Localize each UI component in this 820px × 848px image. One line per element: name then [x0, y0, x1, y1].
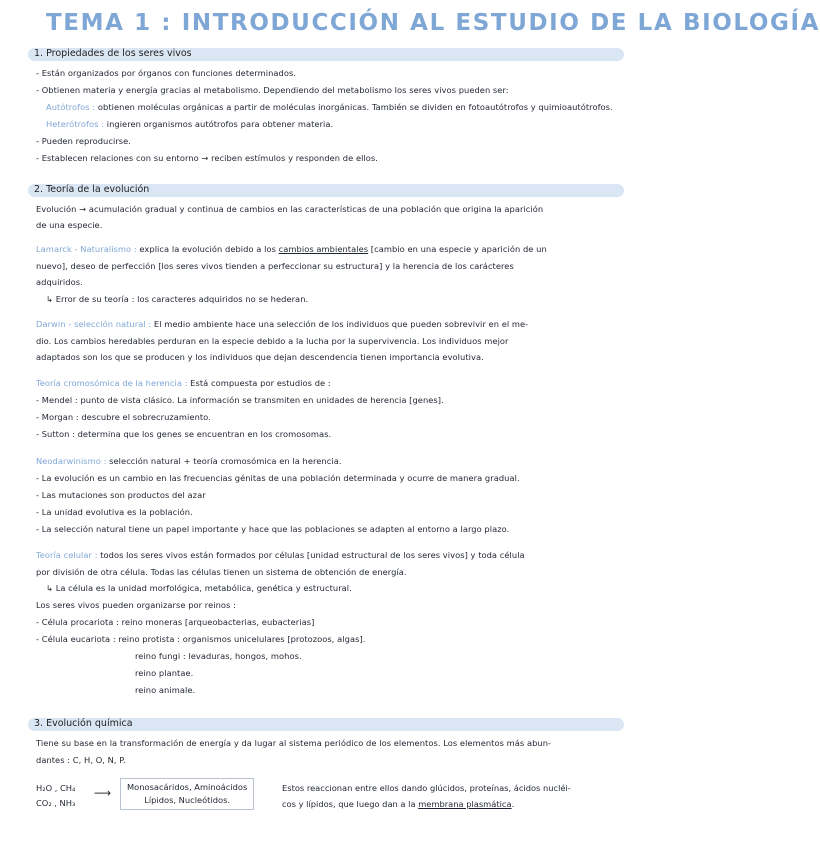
section-1-heading: 1. Propiedades de los seres vivos — [34, 48, 192, 59]
page-title: TEMA 1 : INTRODUCCIÓN AL ESTUDIO DE LA BIOLOGÍA — [46, 10, 820, 36]
reaction-text-b: . — [511, 799, 515, 809]
neodarwinismo-2: - Las mutaciones son productos del azar — [36, 490, 206, 500]
s1-line-4: - Establecen relaciones con su entorno → reciben estímulos y responden de ellos. — [36, 153, 378, 163]
reino-eucariota: - Célula eucariota : reino protista : organismos unicelulares [protozoos, algas]. — [36, 634, 366, 644]
lamarck-underlined: cambios ambientales — [278, 244, 369, 254]
lamarck-text-a: explica la evolución debido a los — [136, 244, 279, 254]
neodarwinismo-line — [36, 456, 342, 467]
molecules-box-line-2: Lípidos, Nucleótidos. — [144, 795, 231, 805]
evolucion-line-1: Evolución → acumulación gradual y continua de cambios en las características de una población que origina la aparición — [36, 204, 544, 214]
membrana-plasmatica: membrana plasmática — [418, 799, 512, 809]
reaction-line-1: Estos reaccionan entre ellos dando glúcidos, proteínas, ácidos nucléi- — [282, 783, 571, 793]
s1-line-3: - Pueden reproducirse. — [36, 136, 131, 146]
section-3-heading: 3. Evolución química — [34, 718, 133, 729]
cromosomica-sutton: - Sutton : determina que los genes se encuentran en los cromosomas. — [36, 429, 332, 439]
reinos-intro: Los seres vivos pueden organizarse por reinos : — [36, 600, 236, 610]
lamarck-line-1 — [36, 244, 547, 255]
reino-plantae: reino plantae. — [135, 668, 194, 678]
autotrofos-text: obtienen moléculas orgánicas a partir de moléculas inorgánicas. También se dividen en fotoautótrofos y quimioautótrofos. — [95, 102, 613, 112]
darwin-line-3: adaptados son los que se producen y los individuos que dejan descendencia tienen importancia evolutiva. — [36, 352, 484, 362]
celular-line-3: ↳ La célula es la unidad morfológica, metabólica, genética y estructural. — [46, 583, 352, 593]
autotrofos-term: Autótrofos : — [46, 102, 96, 112]
reaction-line-2 — [282, 798, 514, 810]
quimica-line-1: Tiene su base en la transformación de energía y da lugar al sistema periódico de los elementos. Los elementos más abun- — [36, 738, 552, 748]
neodarwinismo-3: - La unidad evolutiva es la población. — [36, 507, 193, 517]
celular-line-1 — [36, 550, 525, 561]
cromosomica-mendel: - Mendel : punto de vista clásico. La información se transmiten en unidades de herencia [genes]. — [36, 395, 444, 405]
cromosomica-text: Está compuesta por estudios de : — [187, 378, 331, 388]
celular-line-2: por división de otra célula. Todas las células tienen un sistema de obtención de energía. — [36, 567, 407, 577]
lamarck-error: ↳ Error de su teoría : los caracteres adquiridos no se hederan. — [46, 294, 309, 304]
neodarwinismo-4: - La selección natural tiene un papel importante y hace que las poblaciones se adapten al entorno a largo plazo. — [36, 524, 510, 534]
right-arrow-icon: ⟶ — [94, 786, 112, 800]
s1-line-1: - Están organizados por órganos con funciones determinados. — [36, 68, 297, 78]
s1-line-2: - Obtienen materia y energía gracias al metabolismo. Dependiendo del metabolismo los seres vivos pueden ser: — [36, 85, 509, 95]
celular-text: todos los seres vivos están formados por células [unidad estructural de los seres vivos] y toda célula — [97, 550, 525, 560]
s1-autotrofos — [46, 102, 613, 113]
cromosomica-term: Teoría cromosómica de la herencia : — [36, 378, 188, 388]
lamarck-term: Lamarck - Naturalismo : — [36, 244, 137, 254]
evolucion-line-2: de una especie. — [36, 220, 103, 230]
lamarck-text-b: [cambio en una especie y aparición de un — [368, 244, 547, 254]
celular-term: Teoría celular : — [36, 550, 98, 560]
molecules-box — [120, 778, 254, 810]
heterotrofos-text: ingieren organismos autótrofos para obtener materia. — [104, 119, 334, 129]
darwin-term: Darwin - selección natural : — [36, 319, 152, 329]
formula-2: CO₂ , NH₃ — [36, 798, 76, 808]
quimica-line-2: dantes : C, H, O, N, P. — [36, 755, 126, 765]
cromosomica-line — [36, 378, 331, 389]
reaction-text-a: cos y lípidos, que luego dan a la — [282, 799, 419, 809]
neodarwinismo-term: Neodarwinismo : — [36, 456, 107, 466]
reino-procariota: - Célula procariota : reino moneras [arqueobacterias, eubacterias] — [36, 617, 315, 627]
molecules-box-line-1: Monosacáridos, Aminoácidos — [127, 782, 248, 792]
darwin-line-1 — [36, 319, 528, 330]
heterotrofos-term: Heterótrofos : — [46, 119, 105, 129]
cromosomica-morgan: - Morgan : descubre el sobrecruzamiento. — [36, 412, 211, 422]
neodarwinismo-1: - La evolución es un cambio en las frecuencias génitas de una población determinada y ocurre de manera gradual. — [36, 473, 520, 483]
reino-fungi: reino fungi : levaduras, hongos, mohos. — [135, 651, 302, 661]
section-2-heading: 2. Teoría de la evolución — [34, 184, 150, 195]
neodarwinismo-text: selección natural + teoría cromosómica en la herencia. — [106, 456, 342, 466]
lamarck-line-3: adquiridos. — [36, 277, 83, 287]
reino-animale: reino animale. — [135, 685, 196, 695]
s1-heterotrofos — [46, 119, 333, 130]
darwin-text: El medio ambiente hace una selección de los individuos que pueden sobrevivir en el me- — [151, 319, 529, 329]
darwin-line-2: dio. Los cambios heredables perduran en la especie debido a la lucha por la supervivencia. Los individuos mejor — [36, 336, 509, 346]
lamarck-line-2: nuevo], deseo de perfección [los seres vivos tienden a perfeccionar su estructura] y la herencia de los carácteres — [36, 261, 514, 271]
formula-1: H₂O , CH₄ — [36, 783, 76, 793]
